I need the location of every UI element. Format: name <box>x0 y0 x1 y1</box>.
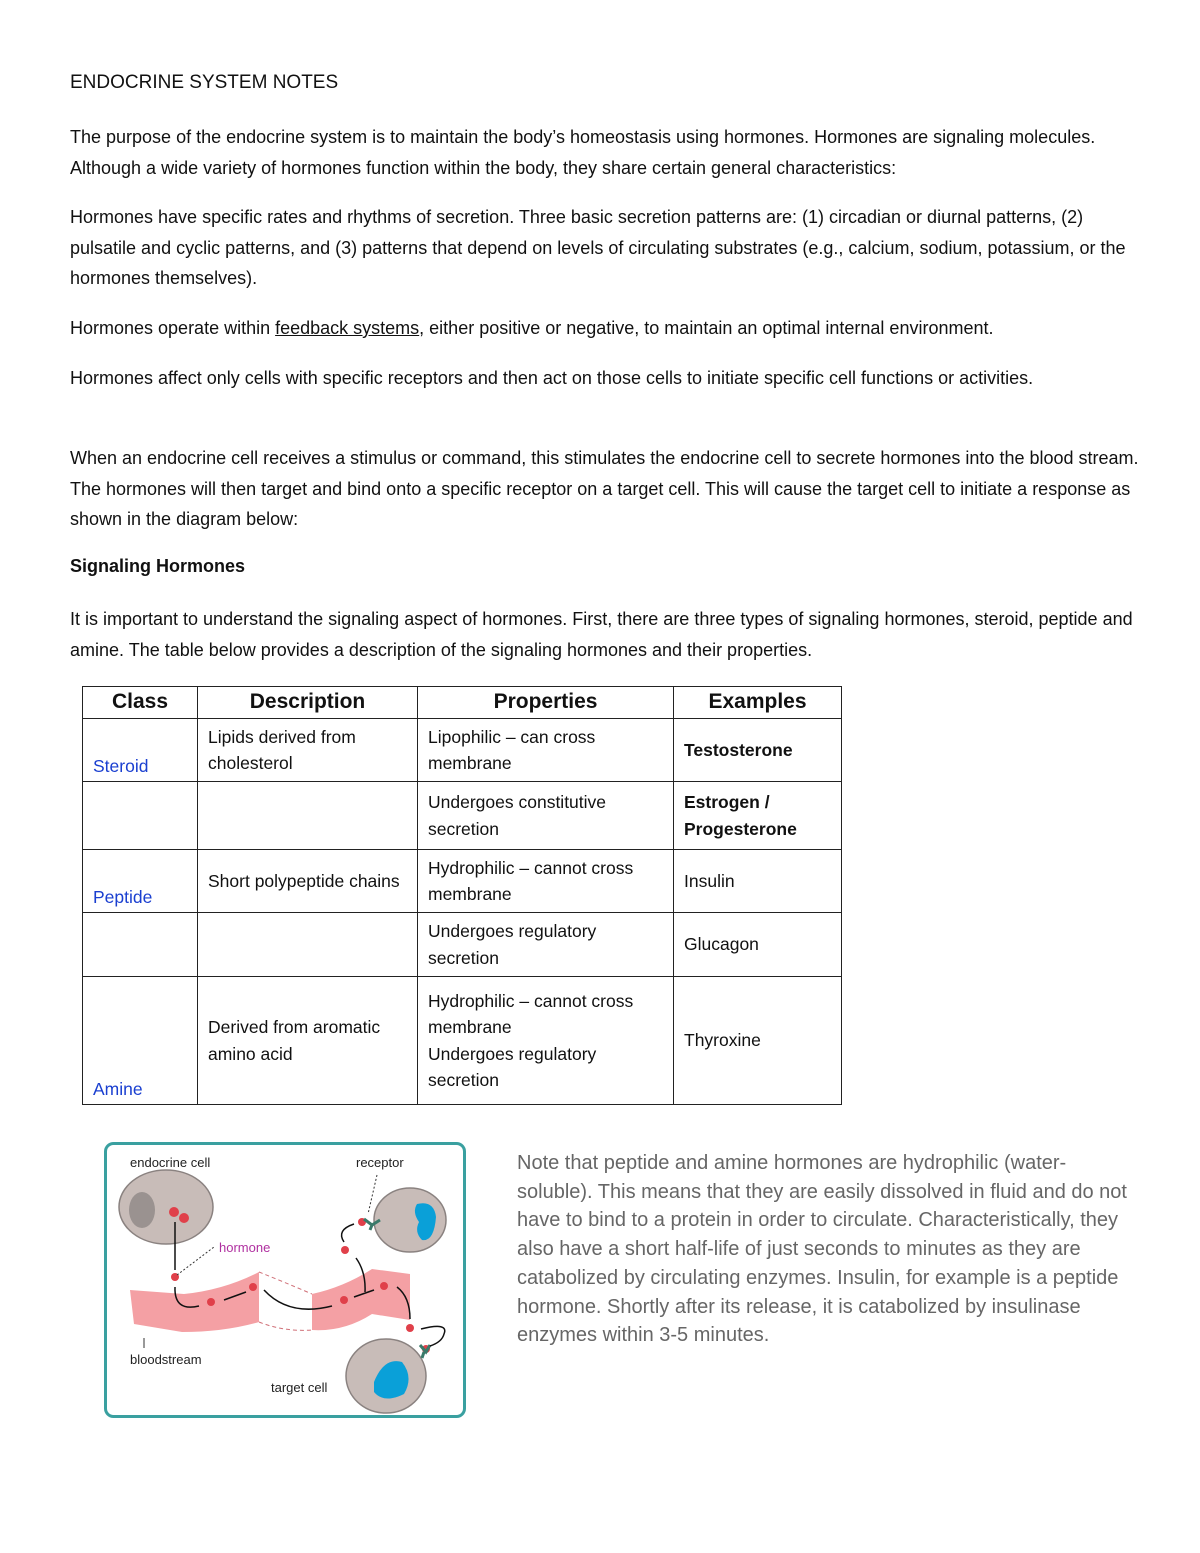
label-receptor: receptor <box>356 1155 404 1170</box>
cell-class <box>83 782 198 850</box>
paragraph-receptors: Hormones affect only cells with specific receptors and then act on those cells to initiate specific cell functions or activities. <box>70 368 1034 388</box>
section-heading: Signaling Hormones <box>70 556 246 576</box>
cell-class: Peptide <box>83 850 198 913</box>
cell-examples: Testosterone <box>674 719 842 782</box>
paragraph-stimulus: When an endocrine cell receives a stimulus or command, this stimulates the endocrine cell to secrete hormones into the blood stream. The hormones will then target and bind onto a specific receptor on a target cell. This will cause the target cell to initiate a response as shown in the diagram below: <box>70 448 1139 529</box>
cell-description: Derived from aromatic amino acid <box>198 977 418 1105</box>
label-hormone: hormone <box>219 1240 271 1255</box>
table-row <box>83 913 842 977</box>
cell-properties: Undergoes regulatory secretion <box>418 913 674 977</box>
cell-examples: Estrogen / Progesterone <box>674 782 842 850</box>
label-bloodstream: bloodstream <box>130 1352 202 1367</box>
text: , either positive or negative, to maintain an optimal internal environment. <box>419 318 994 338</box>
cell-description <box>198 913 418 977</box>
cell-properties: Hydrophilic – cannot cross membrane <box>418 850 674 913</box>
cell-description <box>198 782 418 850</box>
endocrine-cell-icon <box>119 1170 213 1244</box>
header-description: Description <box>198 687 418 719</box>
paragraph-purpose: The purpose of the endocrine system is to maintain the body’s homeostasis using hormones. Hormones are signaling molecules. Although a wide variety of hormones function within the body, they share certain general characteristics: <box>70 127 1096 178</box>
header-class: Class <box>83 687 198 719</box>
cell-examples: Thyroxine <box>674 977 842 1105</box>
cell-description: Lipids derived from cholesterol <box>198 719 418 782</box>
cell-description: Short polypeptide chains <box>198 850 418 913</box>
property: Hydrophilic – cannot cross membrane <box>428 990 634 1037</box>
table-row <box>83 850 842 913</box>
cell-class: Amine <box>83 977 198 1105</box>
cell-properties: Lipophilic – can cross membrane <box>418 719 674 782</box>
cell-examples: Insulin <box>674 850 842 913</box>
table-row <box>83 719 842 782</box>
table-row <box>83 977 842 1105</box>
header-examples: Examples <box>674 687 842 719</box>
cell-class <box>83 913 198 977</box>
label-endocrine-cell: endocrine cell <box>130 1155 211 1170</box>
cell-properties: Undergoes constitutive secretion <box>418 782 674 850</box>
document-title: ENDOCRINE SYSTEM NOTES <box>70 72 339 93</box>
label-target-cell: target cell <box>271 1380 328 1395</box>
property: Undergoes regulatory secretion <box>428 1043 597 1090</box>
table-header-row <box>83 687 842 719</box>
feedback-systems-link[interactable]: feedback systems <box>275 318 420 338</box>
cell-examples: Glucagon <box>674 913 842 977</box>
hormone-signaling-diagram <box>104 1142 466 1418</box>
section-text: It is important to understand the signaling aspect of hormones. First, there are three types of signaling hormones, steroid, peptide and amine. The table below provides a description of the signaling hormones and their properties. <box>70 609 1133 660</box>
header-properties: Properties <box>418 687 674 719</box>
cell-properties <box>418 977 674 1105</box>
hydrophilic-note: Note that peptide and amine hormones are hydrophilic (water-soluble). This means that they are easily dissolved in fluid and do not have to bind to a protein in order to circulate. Characteristically, they also have a short half-life of just seconds to minutes as they are catabolized by circulating enzymes. Insulin, for example is a peptide hormone. Shortly after its release, it is catabolized by insulinase enzymes within 3-5 minutes. <box>517 1152 1127 1347</box>
cell-class: Steroid <box>83 719 198 782</box>
table-row <box>83 782 842 850</box>
paragraph-secretion: Hormones have specific rates and rhythms of secretion. Three basic secretion patterns are: (1) circadian or diurnal patterns, (2) pulsatile and cyclic patterns, and (3) patterns that depend on levels of circulating substrates (e.g., calcium, sodium, potassium, or the hormones themselves). <box>70 207 1126 288</box>
paragraph-feedback <box>70 313 1140 344</box>
hormone-table <box>82 686 842 1105</box>
text: Hormones operate within <box>70 318 276 338</box>
